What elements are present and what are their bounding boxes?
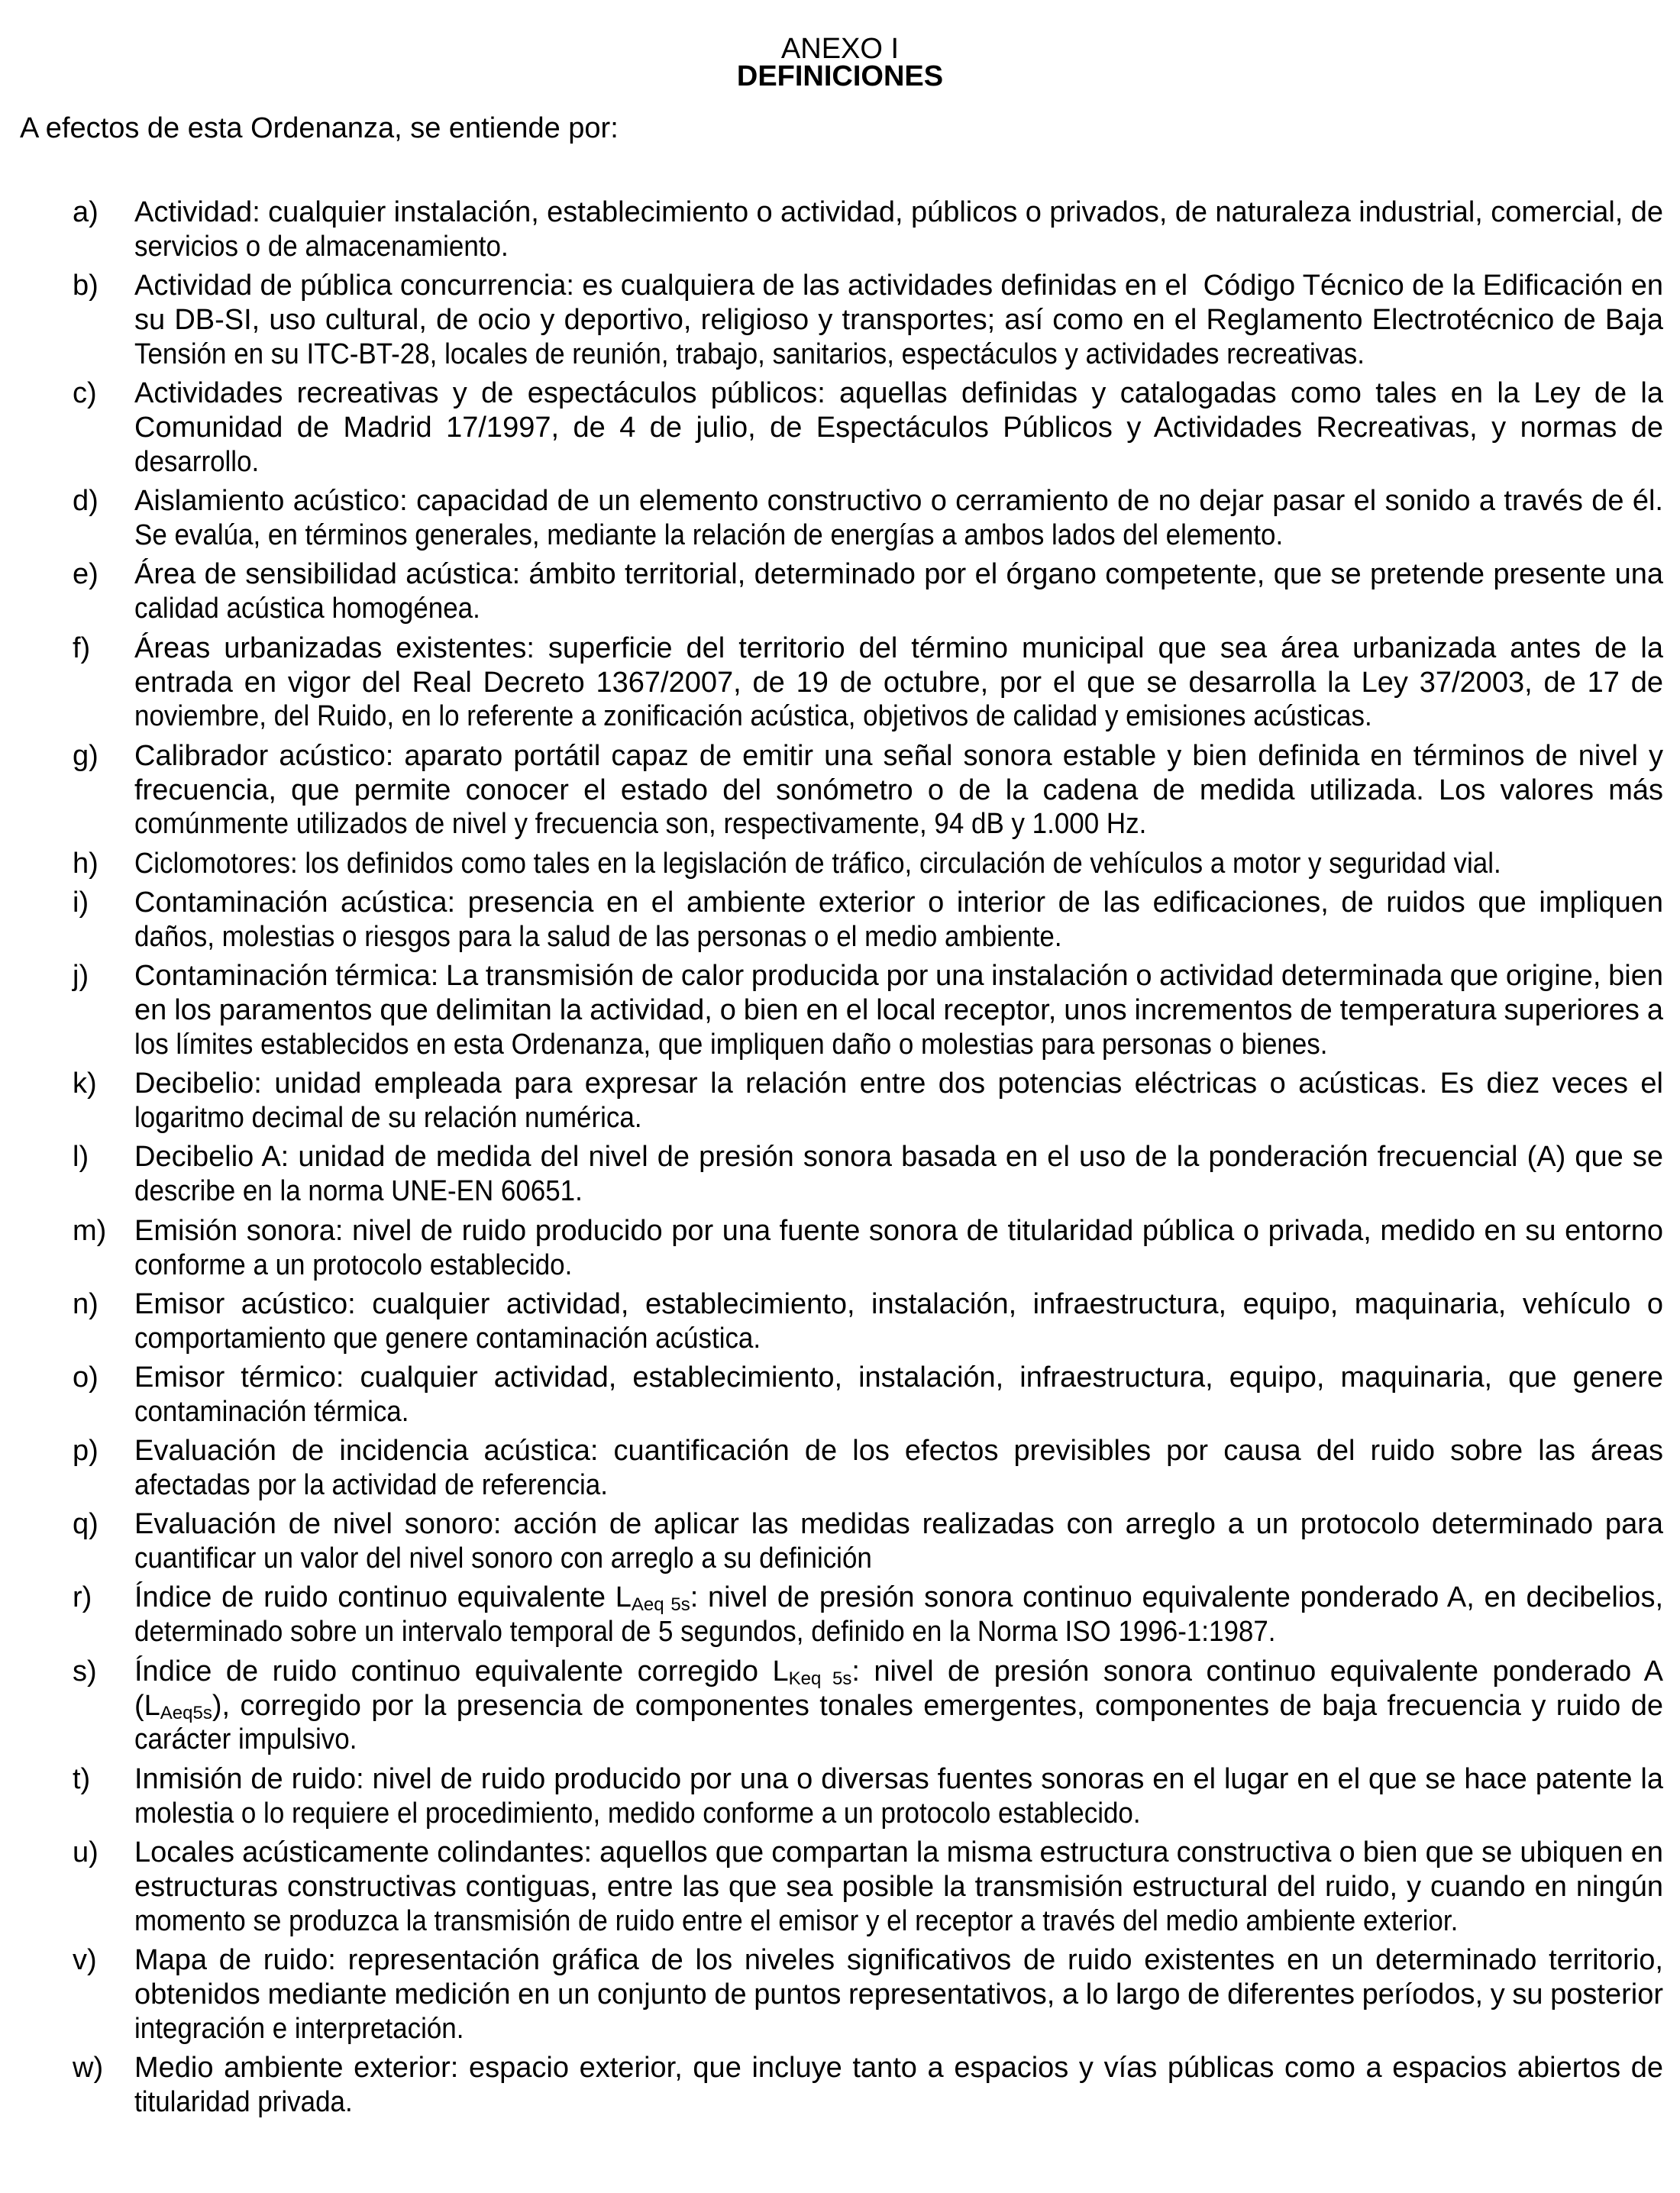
text-line	[134, 699, 1663, 734]
definition-text	[134, 1943, 1663, 2046]
line-text: Áreas urbanizadas existentes: superficie del territorio del término municipal que sea área urbanizada antes de la	[134, 631, 1663, 664]
text-line	[134, 230, 1663, 264]
line-text: Actividad de pública concurrencia: es cualquiera de las actividades definidas en el Código Técnico de la Edificación en	[134, 270, 1663, 302]
line-text: frecuencia, que permite conocer el estado del sonómetro o de la cadena de medida utilizada. Los valores más	[134, 774, 1663, 806]
subscript: Aeq 5s	[631, 1594, 690, 1616]
item-letter: e)	[73, 558, 99, 591]
definition-item	[0, 1214, 1680, 1283]
definition-item	[0, 886, 1680, 954]
line-text: $(L_{Aeq5s})$, corregido por la presencia de componentes tonales emergentes, componentes de baja frecuencia y ruido de	[134, 1689, 1663, 1723]
text-line	[134, 1797, 1663, 1831]
line-text: Comunidad de Madrid 17/1997, de 4 de julio, de Espectáculos Públicos y Actividades Recreativas, y normas de	[134, 412, 1663, 444]
definition-item	[0, 1507, 1680, 1576]
definition-item	[0, 1836, 1680, 1939]
line-text: desarrollo.	[134, 446, 260, 479]
item-letter: c)	[73, 377, 97, 410]
text-line	[134, 2085, 1663, 2120]
line-text: Aislamiento acústico: capacidad de un elemento constructivo o cerramiento de no dejar pasar el sonido a través de él.	[134, 485, 1663, 518]
definition-text	[134, 1507, 1663, 1576]
line-text: Locales acústicamente colindantes: aquellos que compartan la misma estructura constructiva o bien que se ubiquen en	[134, 1836, 1663, 1868]
line-text: en los paramentos que delimitan la actividad, o bien en el local receptor, unos incrementos de temperatura superiores a	[134, 994, 1663, 1027]
line-text: describe en la norma UNE-EN 60651.	[134, 1175, 583, 1208]
definition-text	[134, 1214, 1663, 1283]
page-title: DEFINICIONES	[736, 60, 944, 92]
definition-text	[134, 195, 1663, 264]
item-letter: u)	[73, 1836, 99, 1868]
item-letter: o)	[73, 1361, 99, 1394]
text-line	[134, 376, 1663, 411]
item-letter: h)	[73, 847, 99, 880]
definition-item	[0, 1434, 1680, 1503]
text-line	[134, 807, 1663, 841]
definition-text	[134, 959, 1663, 1062]
item-letter: r)	[73, 1581, 92, 1614]
line-text: molestia o lo requiere el procedimiento, medido conforme a un protocolo establecido.	[134, 1797, 1141, 1830]
definition-text	[134, 1140, 1663, 1209]
text-line	[134, 993, 1663, 1028]
line-text: Contaminación acústica: presencia en el ambiente exterior o interior de las edificaciones, de ruidos que impliquen	[134, 887, 1663, 919]
line-text: obtenidos mediante medición en un conjunto de puntos representativos, a lo largo de diferentes períodos, y su posterior	[134, 1978, 1663, 2011]
text-line	[134, 1468, 1663, 1503]
line-text: Decibelio: unidad empleada para expresar la relación entre dos potencias eléctricas o acústicas. Es diez veces el	[134, 1067, 1663, 1100]
item-letter: m)	[73, 1214, 107, 1247]
line-text: Índice de ruido continuo equivalente $L_{Aeq 5s}$: nivel de presión sonora continuo equivalente ponderado A, en decibelios,	[134, 1581, 1663, 1616]
line-text: Calibrador acústico: aparato portátil capaz de emitir una señal sonora estable y bien definida en términos de nivel y	[134, 739, 1663, 772]
definition-text	[134, 1434, 1663, 1503]
item-letter: k)	[73, 1067, 97, 1100]
text-line	[134, 1395, 1663, 1429]
definition-text	[134, 886, 1663, 954]
item-letter: w)	[73, 2052, 104, 2085]
text-line	[134, 1615, 1663, 1649]
text-line	[134, 959, 1663, 993]
line-text: Tensión en su ITC-BT-28, locales de reunión, trabajo, sanitarios, espectáculos y actividades recreativas.	[134, 338, 1365, 370]
text-line	[134, 1655, 1663, 1689]
definition-item	[0, 739, 1680, 842]
definition-text	[134, 1836, 1663, 1939]
line-text: Actividades recreativas y de espectáculos públicos: aquellas definidas y catalogadas como tales en la Ley de la	[134, 377, 1663, 410]
text-line	[134, 1174, 1663, 1209]
line-text: Emisor térmico: cualquier actividad, establecimiento, instalación, infraestructura, equipo, maquinaria, que genere	[134, 1361, 1663, 1394]
item-letter: v)	[73, 1943, 97, 1976]
line-text: momento se produzca la transmisión de ruido entre el emisor y el receptor a través del medio ambiente exterior.	[134, 1904, 1459, 1937]
line-text: contaminación térmica.	[134, 1395, 409, 1428]
line-text: servicios o de almacenamiento.	[134, 230, 509, 263]
text-line	[134, 739, 1663, 774]
item-letter: j)	[73, 960, 89, 993]
line-text: integración e interpretación.	[134, 2012, 464, 2045]
line-text: Actividad: cualquier instalación, establecimiento o actividad, públicos o privados, de naturaleza industrial, comercial, de	[134, 196, 1663, 228]
line-text: conforme a un protocolo establecido.	[134, 1248, 573, 1281]
line-text: Evaluación de nivel sonoro: acción de aplicar las medidas realizadas con arreglo a un protocolo determinado para	[134, 1508, 1663, 1541]
text-line	[134, 303, 1663, 338]
line-text: logaritmo decimal de su relación numérica.	[134, 1102, 642, 1135]
text-line	[134, 1028, 1663, 1062]
line-text: carácter impulsivo.	[134, 1723, 357, 1756]
line-text: cuantificar un valor del nivel sonoro con arreglo a su definición	[134, 1542, 872, 1575]
annex-label: ANEXO I	[780, 33, 900, 65]
text-line	[134, 631, 1663, 666]
text-line	[134, 1248, 1663, 1283]
definition-item	[0, 959, 1680, 1062]
item-letter: l)	[73, 1141, 89, 1174]
text-line	[134, 886, 1663, 920]
definition-text	[134, 1361, 1663, 1429]
definition-item	[0, 1943, 1680, 2046]
text-line	[134, 1067, 1663, 1101]
line-text: su DB-SI, uso cultural, de ocio y deportivo, religioso y transportes; así como en el Reglamento Electrotécnico de Baja	[134, 304, 1663, 337]
definition-text	[134, 269, 1663, 372]
text-line	[134, 1101, 1663, 1135]
text-line	[134, 847, 1663, 881]
text-line	[134, 1140, 1663, 1174]
text-line	[134, 269, 1663, 303]
text-line	[134, 592, 1663, 626]
text-line	[134, 411, 1663, 445]
text-line	[134, 2051, 1663, 2085]
definition-text	[134, 1581, 1663, 1649]
text-line	[134, 1836, 1663, 1870]
line-text: Se evalúa, en términos generales, mediante la relación de energías a ambos lados del elemento.	[134, 519, 1284, 552]
text-line	[134, 2012, 1663, 2046]
item-letter: t)	[73, 1762, 91, 1795]
intro-text: A efectos de esta Ordenanza, se entiende por:	[20, 112, 619, 144]
text-line	[134, 666, 1663, 700]
definitions-list	[0, 195, 1680, 2124]
text-line	[134, 1434, 1663, 1468]
definition-text	[134, 484, 1663, 553]
line-text: afectadas por la actividad de referencia.	[134, 1469, 608, 1502]
text-line	[134, 1507, 1663, 1542]
text-line	[134, 1361, 1663, 1395]
text-line	[134, 338, 1663, 372]
line-text: titularidad privada.	[134, 2085, 353, 2118]
line-text: daños, molestias o riesgos para la salud de las personas o el medio ambiente.	[134, 920, 1062, 953]
definition-text	[134, 557, 1663, 626]
line-text: Contaminación térmica: La transmisión de calor producida por una instalación o actividad determinada que origine, bien	[134, 960, 1663, 993]
definition-text	[134, 847, 1663, 881]
line-text: Emisión sonora: nivel de ruido producido por una fuente sonora de titularidad pública o privada, medido en su entorno	[134, 1214, 1663, 1247]
definition-item	[0, 376, 1680, 480]
definition-text	[134, 2051, 1663, 2120]
line-text: Inmisión de ruido: nivel de ruido producido por una o diversas fuentes sonoras en el lugar en el que se hace patente la	[134, 1762, 1663, 1795]
text-line	[134, 1762, 1663, 1797]
text-line	[134, 1581, 1663, 1615]
definition-text	[134, 1762, 1663, 1831]
line-text: entrada en vigor del Real Decreto 1367/2007, de 19 de octubre, por el que se desarrolla la Ley 37/2003, de 17 de	[134, 666, 1663, 699]
line-text: Medio ambiente exterior: espacio exterior, que incluye tanto a espacios y vías públicas como a espacios abiertos de	[134, 2052, 1663, 2085]
line-text: estructuras constructivas contiguas, entre las que sea posible la transmisión estructural del ruido, y cuando en ningún	[134, 1870, 1663, 1903]
definition-item	[0, 1067, 1680, 1135]
text-line	[134, 920, 1663, 954]
definition-item	[0, 1762, 1680, 1831]
text-line	[134, 1689, 1663, 1723]
definition-item	[0, 2051, 1680, 2120]
definition-text	[134, 1067, 1663, 1135]
line-text: Evaluación de incidencia acústica: cuantificación de los efectos previsibles por causa del ruido sobre las áreas	[134, 1435, 1663, 1468]
text-line	[134, 1904, 1663, 1939]
line-text: comúnmente utilizados de nivel y frecuencia son, respectivamente, 94 dB y 1.000 Hz.	[134, 808, 1147, 841]
subscript: Keq 5s	[788, 1668, 852, 1689]
text-line	[134, 195, 1663, 230]
definition-item	[0, 269, 1680, 372]
definition-text	[134, 376, 1663, 480]
definition-text	[134, 1655, 1663, 1758]
definition-item	[0, 484, 1680, 553]
text-line	[134, 557, 1663, 592]
definition-item	[0, 1361, 1680, 1429]
text-line	[134, 1287, 1663, 1322]
definition-item	[0, 1581, 1680, 1649]
definition-text	[134, 631, 1663, 735]
line-text: determinado sobre un intervalo temporal de 5 segundos, definido en la Norma ISO 1996-1:1987.	[134, 1616, 1276, 1649]
item-letter: p)	[73, 1435, 99, 1468]
line-text: Mapa de ruido: representación gráfica de los niveles significativos de ruido existentes en un determinado territorio,	[134, 1943, 1663, 1976]
item-letter: d)	[73, 485, 99, 518]
definition-item	[0, 557, 1680, 626]
definition-item	[0, 1140, 1680, 1209]
item-letter: q)	[73, 1508, 99, 1541]
text-line	[134, 1870, 1663, 1904]
item-letter: n)	[73, 1287, 99, 1320]
text-line	[134, 1542, 1663, 1576]
item-letter: a)	[73, 196, 99, 228]
definition-item	[0, 195, 1680, 264]
text-line	[134, 518, 1663, 553]
line-text: comportamiento que genere contaminación acústica.	[134, 1322, 761, 1355]
definition-item	[0, 631, 1680, 735]
text-line	[134, 1214, 1663, 1248]
item-letter: b)	[73, 270, 99, 302]
definition-item	[0, 847, 1680, 881]
definition-text	[134, 1287, 1663, 1356]
text-line	[134, 1943, 1663, 1978]
line-text: Emisor acústico: cualquier actividad, establecimiento, instalación, infraestructura, equipo, maquinaria, vehículo o	[134, 1287, 1663, 1320]
text-line	[134, 1322, 1663, 1356]
line-text: Ciclomotores: los definidos como tales en la legislación de tráfico, circulación de vehículos a motor y seguridad vial.	[134, 847, 1501, 880]
text-line	[134, 445, 1663, 480]
line-text: calidad acústica homogénea.	[134, 593, 480, 625]
subscript: Aeq5s	[160, 1702, 212, 1723]
item-letter: f)	[73, 631, 91, 664]
text-line	[134, 1978, 1663, 2012]
item-letter: s)	[73, 1655, 97, 1688]
definition-text	[134, 739, 1663, 842]
line-text: Índice de ruido continuo equivalente corregido $L_{Keq 5s}$: nivel de presión sonora continuo equivalente ponderado A	[134, 1655, 1664, 1689]
text-line	[134, 774, 1663, 808]
definition-item	[0, 1655, 1680, 1758]
line-text: noviembre, del Ruido, en lo referente a zonificación acústica, objetivos de calidad y emisiones acústicas.	[134, 700, 1372, 733]
item-letter: i)	[73, 887, 89, 919]
line-text: Área de sensibilidad acústica: ámbito territorial, determinado por el órgano competente, que se pretende presente una	[134, 558, 1663, 591]
text-line	[134, 484, 1663, 518]
definition-item	[0, 1287, 1680, 1356]
text-line	[134, 1723, 1663, 1757]
line-text: Decibelio A: unidad de medida del nivel de presión sonora basada en el uso de la ponderación frecuencial (A) que se	[134, 1141, 1663, 1174]
item-letter: g)	[73, 739, 99, 772]
line-text: los límites establecidos en esta Ordenanza, que impliquen daño o molestias para personas o bienes.	[134, 1029, 1328, 1061]
